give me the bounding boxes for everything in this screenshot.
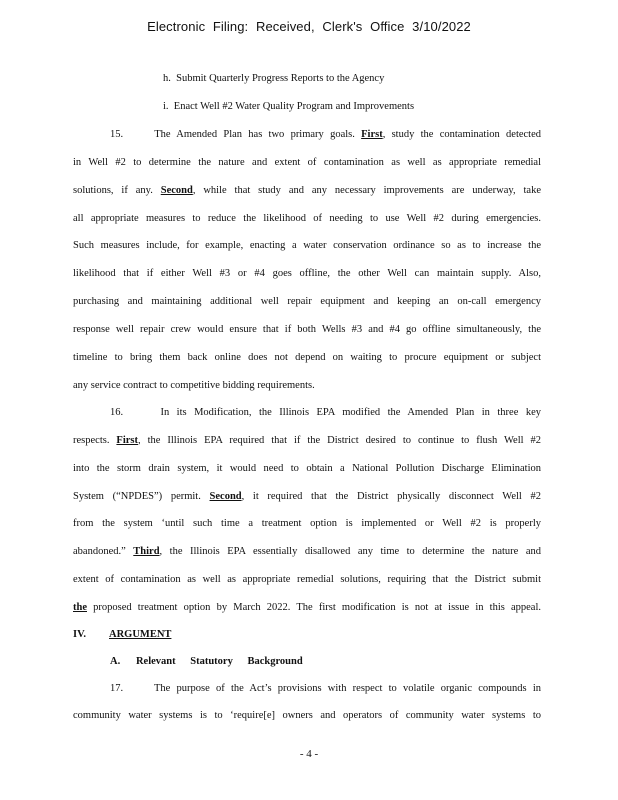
paragraph-line: abandoned.” Third, the Illinois EPA essentially disallowed any time to determine the nature and — [73, 546, 541, 557]
paragraph-line: response well repair crew would ensure that if both Wells #3 and #4 go offline simultaneously, the — [73, 324, 541, 335]
subsection-letter: A. — [110, 656, 121, 667]
first-marker: First — [116, 435, 138, 446]
paragraph-line: respects. First, the Illinois EPA required that if the District desired to continue to flush Well #2 — [73, 435, 542, 446]
paragraph-line: into the storm drain system, it would need to obtain a National Pollution Discharge Elimination — [73, 463, 541, 474]
paragraph-line: Such measures include, for example, enacting a water conservation ordinance so as to increase the — [73, 240, 541, 251]
first-marker: First — [361, 129, 383, 140]
paragraph-number: 17. — [110, 683, 124, 694]
paragraph-line: System (“NPDES”) permit. Second, it required that the District physically disconnect Well #2 — [73, 491, 542, 502]
page-number: - 4 - — [299, 748, 319, 760]
paragraph-line: 17. The purpose of the Act’s provisions with respect to volatile organic compounds in — [110, 683, 541, 694]
paragraph-line: from the system ‘until such time a treatment option is implemented or Well #2 is properly — [73, 518, 541, 529]
list-marker: h. — [163, 73, 171, 84]
paragraph-line: in Well #2 to determine the nature and extent of contamination as well as appropriate remedial — [73, 157, 541, 168]
list-item — [163, 73, 384, 84]
second-marker: Second — [209, 491, 242, 502]
paragraph-number: 15. — [110, 129, 124, 140]
list-item-text: Enact Well #2 Water Quality Program and Improvements — [173, 101, 415, 112]
paragraph-line: community water systems is to ‘require[e] owners and operators of community water systems to — [73, 710, 541, 721]
second-marker: Second — [160, 185, 193, 196]
list-marker: i. — [163, 101, 169, 112]
the-marker: the — [73, 602, 87, 613]
paragraph-number: 16. — [110, 407, 124, 418]
paragraph-line: all appropriate measures to reduce the likelihood of needing to use Well #2 during emergencies. — [73, 213, 541, 224]
section-number: IV. — [73, 629, 86, 640]
paragraph-line: the proposed treatment option by March 2022. The first modification is not at issue in this appeal. — [73, 602, 541, 613]
third-marker: Third — [133, 546, 160, 557]
subsection-title: Relevant Statutory Background — [135, 656, 303, 667]
list-item-text: Submit Quarterly Progress Reports to the Agency — [176, 73, 385, 84]
section-title: ARGUMENT — [109, 629, 172, 640]
paragraph-line: extent of contamination as well as appropriate remedial solutions, requiring that the District submit — [73, 574, 541, 585]
paragraph-line: 15. The Amended Plan has two primary goals. First, study the contamination detected — [110, 129, 542, 140]
paragraph-line: likelihood that if either Well #3 or #4 goes offline, the other Well can maintain supply. Also, — [73, 268, 541, 279]
paragraph-line: solutions, if any. Second, while that study and any necessary improvements are underway, take — [73, 185, 541, 196]
section-heading — [73, 629, 172, 640]
paragraph-line: timeline to bring them back online does not depend on waiting to procure equipment or subject — [73, 352, 541, 363]
paragraph-line: any service contract to competitive bidding requirements. — [73, 380, 315, 391]
paragraph-line: purchasing and maintaining additional well repair equipment and keeping an on-call emergency — [73, 296, 541, 307]
filing-stamp-header: Electronic Filing: Received, Clerk's Office 3/10/2022 — [147, 19, 471, 34]
subsection-heading — [110, 656, 303, 667]
paragraph-line: 16. In its Modification, the Illinois EPA modified the Amended Plan in three key — [110, 407, 542, 418]
list-item — [163, 101, 414, 112]
